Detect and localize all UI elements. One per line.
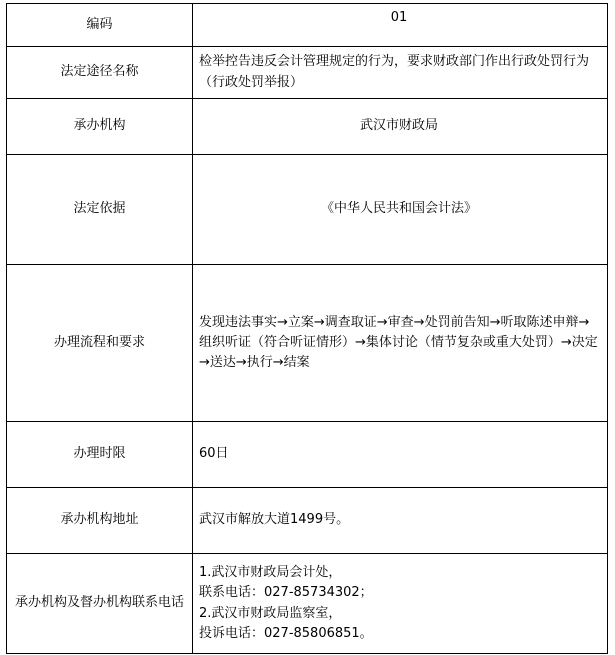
agency-value: 武汉市财政局 xyxy=(193,99,608,155)
contact-line: 2.武汉市财政局监察室， xyxy=(199,605,342,621)
contact-line: 投诉电话：027-85806851。 xyxy=(199,625,373,641)
table-row xyxy=(7,4,608,47)
contact-line: 联系电话：027-85734302； xyxy=(199,585,373,601)
contact-value xyxy=(193,554,608,654)
name-label: 法定途径名称 xyxy=(7,47,193,99)
contact-line: 1.武汉市财政局会计处， xyxy=(199,565,342,581)
table-row xyxy=(7,99,608,155)
time-limit-label: 办理时限 xyxy=(7,422,193,488)
process-label: 办理流程和要求 xyxy=(7,265,193,422)
name-value: 检举控告违反会计管理规定的行为，要求财政部门作出行政处罚行为（行政处罚举报） xyxy=(193,47,608,99)
table-row xyxy=(7,554,608,654)
agency-label: 承办机构 xyxy=(7,99,193,155)
basis-value: 《中华人民共和国会计法》 xyxy=(193,155,608,265)
process-value: 发现违法事实→立案→调查取证→审查→处罚前告知→听取陈述申辩→组织听证（符合听证情形）→集体讨论（情节复杂或重大处罚）→决定→送达→执行→结案 xyxy=(193,265,608,422)
basis-label: 法定依据 xyxy=(7,155,193,265)
address-label: 承办机构地址 xyxy=(7,488,193,554)
address-value: 武汉市解放大道1499号。 xyxy=(193,488,608,554)
code-value: 01 xyxy=(193,4,608,47)
table-row xyxy=(7,422,608,488)
info-table xyxy=(6,3,608,654)
contact-label: 承办机构及督办机构联系电话 xyxy=(7,554,193,654)
time-limit-value: 60日 xyxy=(193,422,608,488)
table-row xyxy=(7,488,608,554)
code-label: 编码 xyxy=(7,4,193,47)
table-row xyxy=(7,155,608,265)
table-row xyxy=(7,47,608,99)
table-row xyxy=(7,265,608,422)
